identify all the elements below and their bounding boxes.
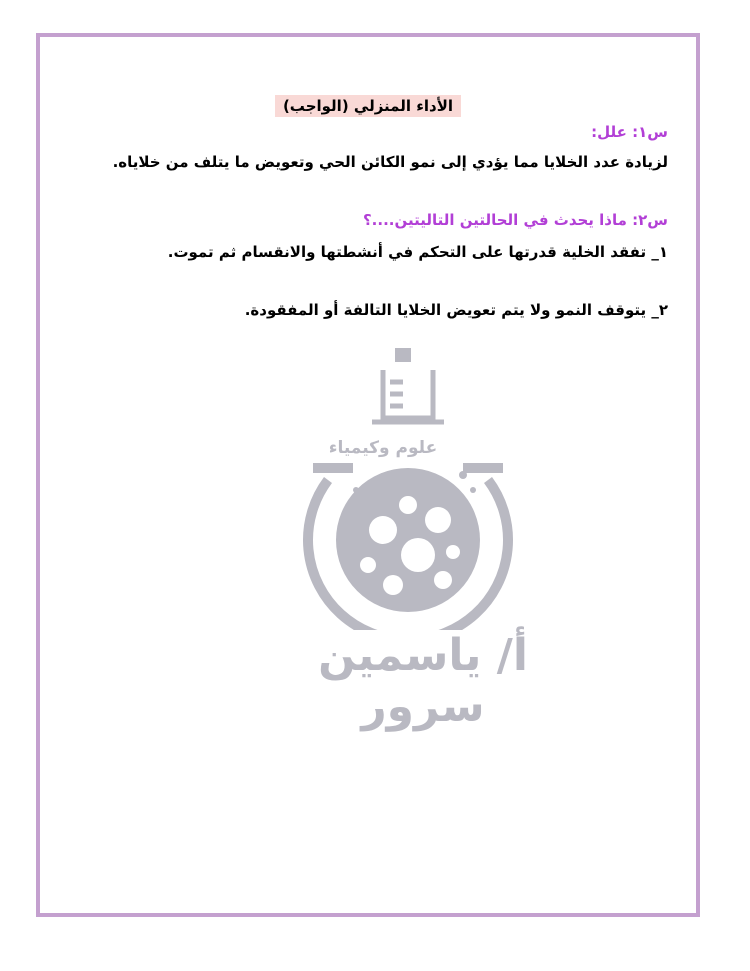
watermark-author: أ/ ياسمين سرور — [318, 630, 528, 732]
question-2-answer-1: ١_ تفقد الخلية قدرتها على التحكم في أنشطتها والانقسام ثم تموت. — [167, 243, 668, 261]
watermark-subject: علوم وكيمياء — [328, 438, 438, 458]
question-2-answer-2: ٢_ يتوقف النمو ولا يتم تعويض الخلايا التالفة أو المفقودة. — [244, 301, 668, 319]
flask-logo-icon — [268, 330, 578, 630]
question-2-heading: س٢: ماذا يحدث في الحالتين التاليتين....؟ — [362, 211, 668, 229]
watermark — [268, 330, 578, 732]
page-title: الأداء المنزلي (الواجب) — [275, 95, 461, 117]
page-frame — [36, 33, 700, 917]
question-1-heading: س١: علل: — [591, 123, 668, 141]
question-1-answer: لزيادة عدد الخلايا مما يؤدي إلى نمو الكائن الحي وتعويض ما يتلف من خلاياه. — [112, 153, 668, 171]
title-wrap — [40, 95, 696, 117]
page-content — [40, 37, 696, 913]
